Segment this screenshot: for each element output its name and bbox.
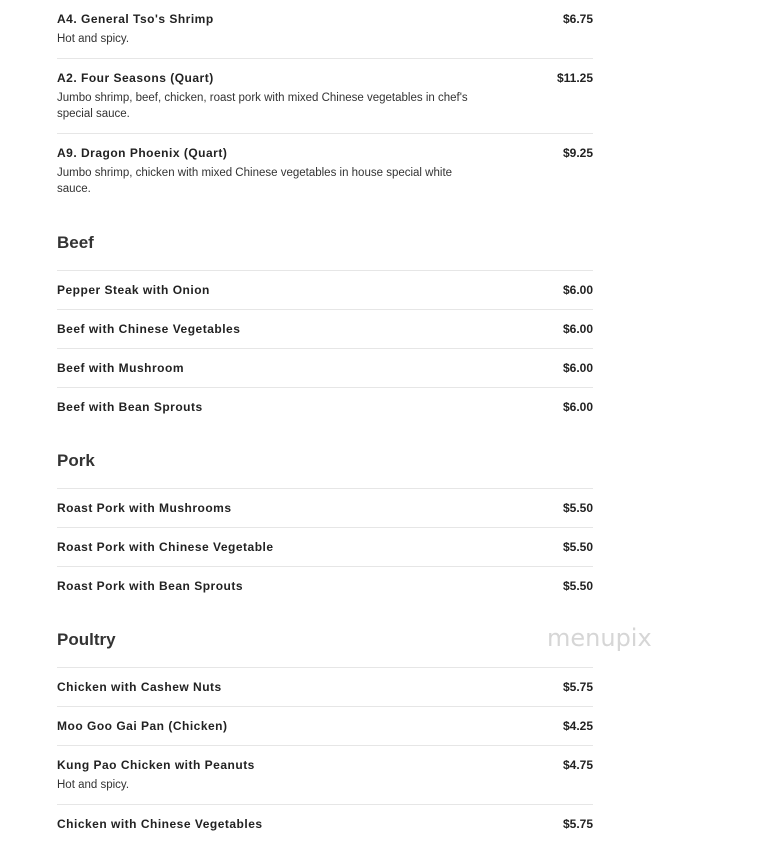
item-name: A2. Four Seasons (Quart) <box>57 71 214 85</box>
menu-item <box>57 527 593 566</box>
menu-item <box>57 387 593 426</box>
section-title-beef: Beef <box>57 233 94 252</box>
item-name: Beef with Mushroom <box>57 361 185 375</box>
item-name: Kung Pao Chicken with Peanuts <box>57 758 255 772</box>
item-price: $6.00 <box>562 283 593 297</box>
item-price: $6.00 <box>562 400 593 414</box>
item-description: Hot and spicy. <box>57 779 130 791</box>
item-price: $6.00 <box>562 361 593 375</box>
item-name: Roast Pork with Chinese Vegetable <box>57 540 274 554</box>
item-name: Beef with Chinese Vegetables <box>57 322 241 336</box>
menu-item-general-tsos-shrimp <box>57 0 593 58</box>
item-name: Roast Pork with Mushrooms <box>57 501 232 515</box>
item-name: A4. General Tso's Shrimp <box>57 12 214 26</box>
menu-item <box>57 309 593 348</box>
menupix-watermark: menupix <box>547 624 652 652</box>
menu-list <box>57 0 593 843</box>
item-price: $5.50 <box>562 540 593 554</box>
menu-item <box>57 270 593 309</box>
menu-item <box>57 667 593 706</box>
menu-item-four-seasons <box>57 58 593 133</box>
item-price: $5.50 <box>562 579 593 593</box>
item-description: Hot and spicy. <box>57 33 130 45</box>
menu-item <box>57 488 593 527</box>
item-name: Chicken with Cashew Nuts <box>57 680 222 694</box>
section-title-poultry: Poultry <box>57 630 116 649</box>
menu-item <box>57 706 593 745</box>
item-price: $4.25 <box>562 719 593 733</box>
item-price: $11.25 <box>556 71 593 85</box>
item-price: $9.25 <box>562 146 593 160</box>
item-price: $5.75 <box>562 680 593 694</box>
menu-item <box>57 566 593 605</box>
item-description: Jumbo shrimp, chicken with mixed Chinese vegetables in house special white sauce. <box>57 167 453 195</box>
item-price: $4.75 <box>562 758 593 772</box>
item-name: Roast Pork with Bean Sprouts <box>57 579 244 593</box>
item-price: $5.75 <box>562 817 593 831</box>
menu-item-dragon-phoenix <box>57 133 593 208</box>
item-price: $6.00 <box>562 322 593 336</box>
item-price: $6.75 <box>562 12 593 26</box>
item-name: Chicken with Chinese Vegetables <box>57 817 263 831</box>
section-title-pork: Pork <box>57 451 95 470</box>
item-name: Pepper Steak with Onion <box>57 283 210 297</box>
menu-item <box>57 348 593 387</box>
menu-item <box>57 745 593 804</box>
item-name: A9. Dragon Phoenix (Quart) <box>57 146 228 160</box>
item-name: Beef with Bean Sprouts <box>57 400 203 414</box>
menu-item <box>57 804 593 843</box>
item-price: $5.50 <box>562 501 593 515</box>
item-name: Moo Goo Gai Pan (Chicken) <box>57 719 228 733</box>
item-description: Jumbo shrimp, beef, chicken, roast pork with mixed Chinese vegetables in chef's special sauce. <box>57 92 468 120</box>
